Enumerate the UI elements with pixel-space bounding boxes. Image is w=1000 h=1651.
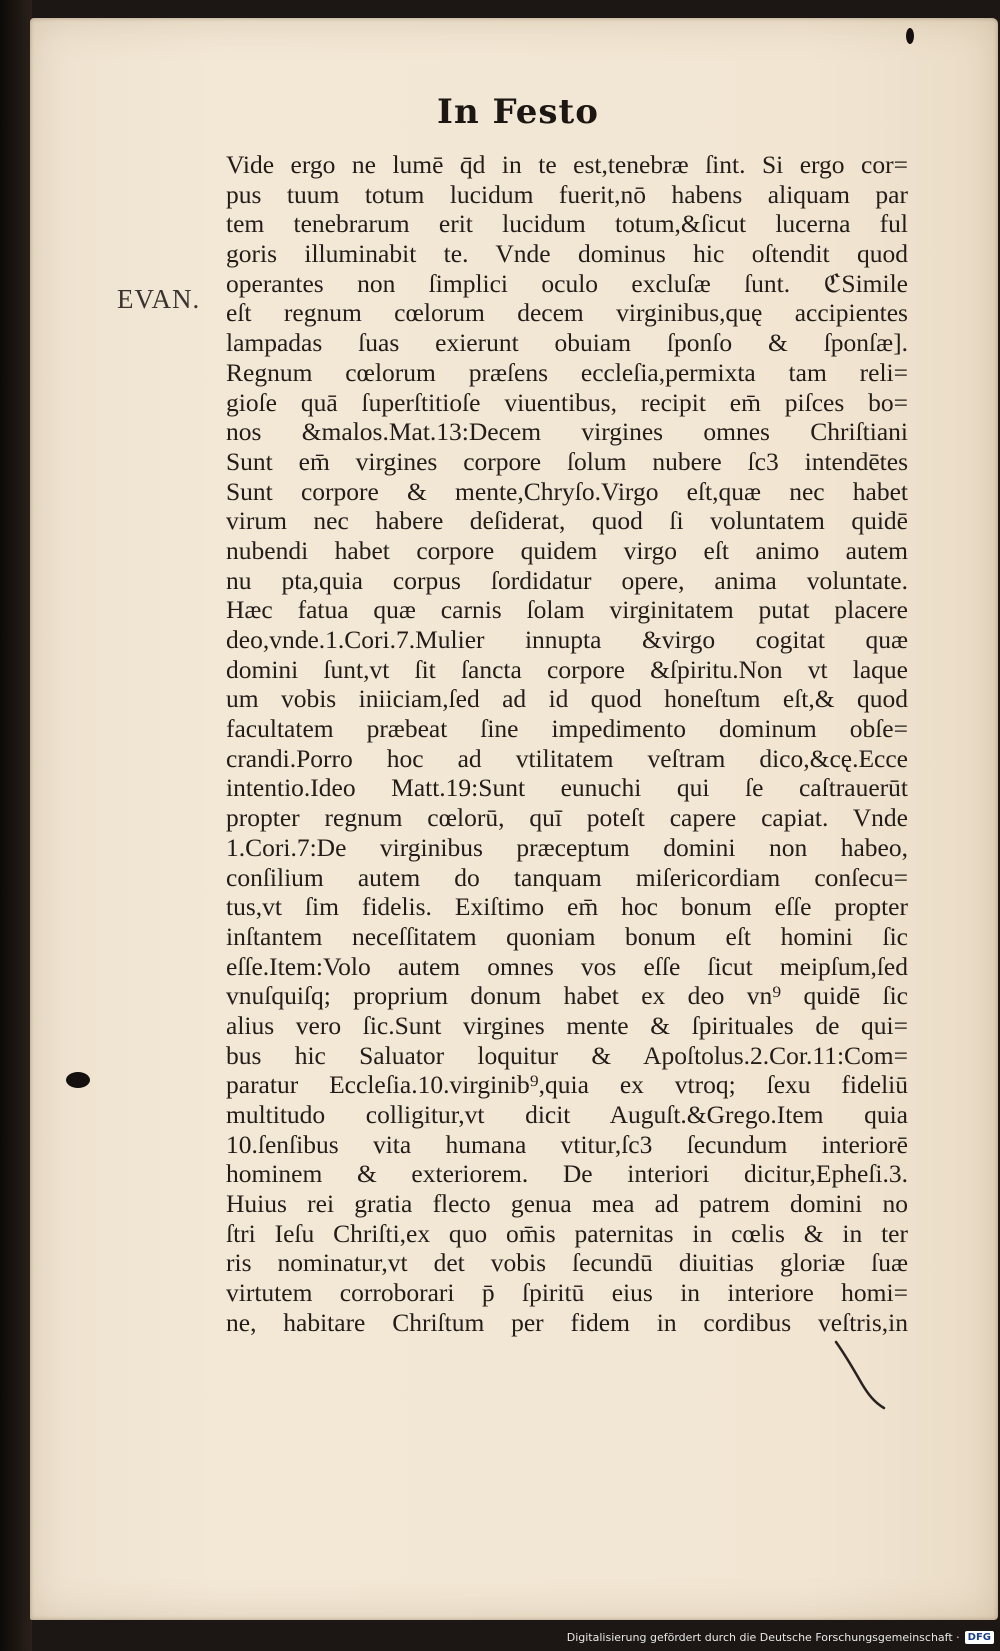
text-line: eſt regnum cœlorum decem virginibus,quę accipientes [226,298,908,328]
text-line: alius vero ſic.Sunt virgines mente & ſpirituales de qui= [226,1010,908,1040]
text-line: eſſe.Item:Volo autem omnes vos eſſe ſicut meipſum,ſed [226,951,908,981]
text-line: inſtantem neceſſitatem quoniam bonum eſt homini ſic [226,921,908,951]
text-line: facultatem præbeat ſine impedimento dominum obſe= [226,714,908,744]
text-line: propter regnum cœlorū, quī poteſt capere capiat. Vnde [226,803,908,833]
text-line: multitudo colligitur,vt dicit Auguſt.&Grego.Item quia [226,1100,908,1129]
text-line: Regnum cœlorum præſens eccleſia,permixta tam reli= [226,357,908,387]
text-line: nubendi habet corpore quidem virgo eſt animo autem [226,535,908,565]
text-line: hominem & exteriorem. De interiori dicitur,Epheſi.3. [226,1159,908,1189]
text-line: lampadas ſuas exierunt obuiam ſponſo & ſponſæ]. [226,328,908,358]
text-line: ſtri Ieſu Chriſti,ex quo om̄is paternitas in cœlis & in ter [226,1218,908,1248]
scan-left-edge [0,0,32,1651]
text-line: Hæc fatua quæ carnis ſolam virginitatem putat placere [226,595,908,625]
text-line: Sunt corpore & mente,Chryſo.Virgo eſt,quæ nec habet [226,476,908,506]
pen-stroke-mark [832,1340,892,1410]
ink-blot [906,28,914,44]
text-line: pus tuum totum lucidum fuerit,nō habens aliquam par [226,179,908,209]
text-line: virtutem corroborari p̄ ſpiritū eius in interiore homi= [226,1278,908,1308]
text-line: ris nominatur,vt det vobis ſecundū diuitias gloriæ ſuæ [226,1248,908,1278]
running-header: In Festo [437,92,599,132]
text-line: Sunt em̄ virgines corpore ſolum nubere ſc3 intendētes [226,446,908,476]
text-line: bus hic Saluator loquitur & Apoſtolus.2.Cor.11:Com= [226,1040,908,1070]
text-line: nos &malos.Mat.13:Decem virgines omnes Chriſtiani [226,417,908,447]
margin-note: EVAN. [117,284,201,314]
text-line: nu pta,quia corpus ſordidatur opere, anima voluntate. [226,565,908,595]
text-line: virum nec habere deſiderat, quod ſi voluntatem quidē [226,506,908,536]
text-line: conſilium autem do tanquam miſericordiam conſecu= [226,862,908,892]
text-line: vnuſquiſq; proprium donum habet ex deo vn⁹ quidē ſic [226,981,908,1011]
text-line: um vobis iniiciam,ſed ad id quod honeſtum eſt,& quod [226,684,908,714]
text-line: tem tenebrarum erit lucidum totum,&ſicut lucerna ful [226,209,908,239]
text-line: intentio.Ideo Matt.19:Sunt eunuchi qui ſe caſtrauerūt [226,773,908,803]
ink-blot [66,1072,90,1088]
text-line: tus,vt ſim fidelis. Exiſtimo em̄ hoc bonum eſſe propter [226,892,908,922]
text-line: ne, habitare Chriſtum per fidem in cordibus veſtris,in [226,1307,908,1337]
text-line: domini ſunt,vt ſit ſancta corpore &ſpiritu.Non vt laque [226,654,908,684]
text-line: crandi.Porro hoc ad vtilitatem veſtram dico,&cę.Ecce [226,743,908,773]
text-line: Vide ergo ne lumē q̄d in te est,tenebræ ſint. Si ergo cor= [226,150,908,179]
main-text-block [226,150,908,1338]
text-line: operantes non ſimplici oculo excluſæ ſunt. ℭSimile [226,268,908,298]
text-line: deo,vnde.1.Cori.7.Mulier innupta &virgo cogitat quæ [226,625,908,654]
text-line: gioſe quā ſuperſtitioſe viuentibus, recipit em̄ piſces bo= [226,387,908,417]
text-line: paratur Eccleſia.10.virginib⁹,quia ex vtroq; ſexu fideliū [226,1070,908,1100]
credit-text: Digitalisierung gefördert durch die Deutsche Forschungsgemeinschaft · [566,1630,960,1644]
digitization-credit [567,1625,994,1649]
text-line: 1.Cori.7:De virginibus præceptum domini non habeo, [226,832,908,862]
text-line: goris illuminabit te. Vnde dominus hic oſtendit quod [226,239,908,269]
dfg-logo: DFG [965,1631,994,1644]
text-line: Huius rei gratia flecto genua mea ad patrem domini no [226,1189,908,1219]
text-line: 10.ſenſibus vita humana vtitur,ſc3 ſecundum interiorē [226,1129,908,1159]
